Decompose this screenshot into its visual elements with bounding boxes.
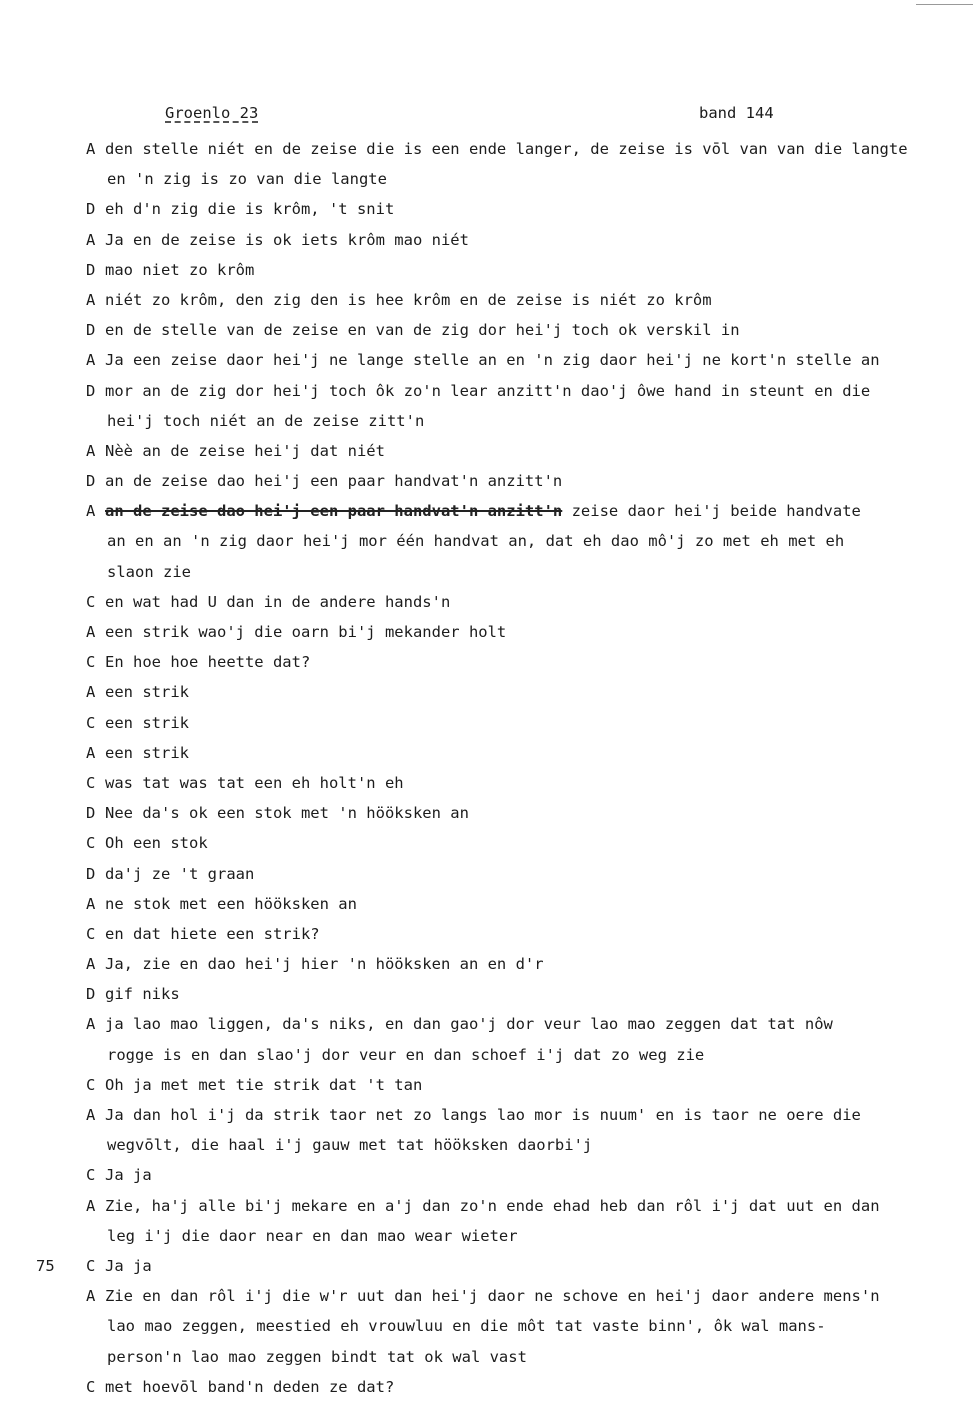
transcript-line xyxy=(0,1070,973,1100)
speaker-label: A xyxy=(86,290,96,309)
utterance-text: eh d'n zig die is krôm, 't snit xyxy=(105,200,395,219)
transcript-line xyxy=(0,979,973,1009)
transcript-line xyxy=(0,285,973,315)
transcript-line xyxy=(0,466,973,496)
transcript-line xyxy=(0,1191,973,1221)
transcript-line xyxy=(0,376,973,406)
utterance-text: hei'j toch niét an de zeise zitt'n xyxy=(107,411,425,430)
margin-line-number: 75 xyxy=(36,1256,55,1275)
location-label: Groenlo 23 xyxy=(165,104,259,122)
speaker-label: C xyxy=(86,924,96,943)
speaker-label: C xyxy=(86,1256,96,1275)
transcript-line xyxy=(0,949,973,979)
transcript-line xyxy=(0,738,973,768)
transcript-line xyxy=(0,194,973,224)
transcript-line xyxy=(0,859,973,889)
transcript-line xyxy=(0,1160,973,1190)
struck-text: an de zeise dao hei'j een paar handvat'n anzitt'n xyxy=(105,502,563,521)
speaker-label: D xyxy=(86,985,96,1004)
speaker-label: C xyxy=(86,713,96,732)
speaker-label: D xyxy=(86,472,96,491)
speaker-label: D xyxy=(86,260,96,279)
transcript-line xyxy=(0,557,973,587)
utterance-text: rogge is en dan slao'j dor veur en dan schoef i'j dat zo weg zie xyxy=(107,1045,705,1064)
transcript-line xyxy=(0,255,973,285)
speaker-label: A xyxy=(86,441,96,460)
speaker-label: D xyxy=(86,321,96,340)
transcript-line xyxy=(0,1100,973,1130)
transcript-line xyxy=(0,708,973,738)
transcript-line xyxy=(0,1040,973,1070)
speaker-label: A xyxy=(86,1015,96,1034)
speaker-label: C xyxy=(86,653,96,672)
utterance-text: lao mao zeggen, meestied eh vrouwluu en die môt tat vaste binn', ôk wal mans- xyxy=(107,1317,826,1336)
utterance-continuation: zeise daor hei'j beide handvate xyxy=(562,502,861,521)
utterance-text: Ja ja xyxy=(105,1166,152,1185)
utterance-text: Oh een stok xyxy=(105,834,208,853)
utterance-text: mor an de zig dor hei'j toch ôk zo'n lear anzitt'n dao'j ôwe hand in steunt en die xyxy=(105,381,871,400)
utterance-text: Ja een zeise daor hei'j ne lange stelle an en 'n zig daor hei'j ne kort'n stelle an xyxy=(105,351,880,370)
utterance-text: Zie en dan rôl i'j die w'r uut dan hei'j daor ne schove en hei'j daor andere mens'n xyxy=(105,1287,880,1306)
transcript-line xyxy=(0,617,973,647)
utterance-text: an en an 'n zig daor hei'j mor één handvat an, dat eh dao mô'j zo met eh met eh xyxy=(107,532,845,551)
utterance-text: ja lao mao liggen, da's niks, en dan gao'j dor veur lao mao zeggen dat tat nôw xyxy=(105,1015,833,1034)
transcript-line xyxy=(0,1342,973,1372)
utterance-text: den stelle niét en de zeise die is een ende langer, de zeise is vōl van van die langte xyxy=(105,140,908,158)
speaker-label: C xyxy=(86,1075,96,1094)
transcript-line xyxy=(0,1372,973,1402)
page-header xyxy=(0,104,973,126)
utterance-text: Ja dan hol i'j da strik taor net zo langs lao mor is nuum' en is taor ne oere die xyxy=(105,1106,861,1124)
speaker-label: D xyxy=(86,804,96,823)
transcript-line xyxy=(0,436,973,466)
speaker-label: A xyxy=(86,683,96,702)
utterance-text: een strik xyxy=(105,683,189,702)
speaker-label: A xyxy=(86,743,96,762)
transcript-line xyxy=(0,225,973,255)
utterance-text: en de stelle van de zeise en van de zig dor hei'j toch ok verskil in xyxy=(105,321,740,340)
speaker-label: C xyxy=(86,773,96,792)
transcript-line xyxy=(0,1009,973,1039)
transcript-line xyxy=(0,647,973,677)
utterance-text: gif niks xyxy=(105,985,180,1004)
utterance-text: da'j ze 't graan xyxy=(105,864,255,883)
speaker-label: A xyxy=(86,1106,96,1124)
corner-rule xyxy=(916,4,973,5)
utterance-text: Ja ja xyxy=(105,1256,152,1275)
transcript-line xyxy=(0,315,973,345)
transcript-line xyxy=(0,496,973,526)
utterance-text: en 'n zig is zo van die langte xyxy=(107,170,387,189)
speaker-label: C xyxy=(86,1377,96,1396)
utterance-text: mao niet zo krôm xyxy=(105,260,255,279)
transcript-line xyxy=(0,677,973,707)
transcript xyxy=(0,134,973,1402)
speaker-label: A xyxy=(86,230,96,249)
transcript-line xyxy=(0,406,973,436)
speaker-label: A xyxy=(86,623,96,641)
utterance-text: Ja, zie en dao hei'j hier 'n hööksken an en d'r xyxy=(105,955,544,974)
transcript-line xyxy=(0,587,973,617)
utterance-text: Oh ja met met tie strik dat 't tan xyxy=(105,1075,423,1094)
utterance-text: en dat hiete een strik? xyxy=(105,924,320,943)
utterance-text xyxy=(105,496,861,526)
utterance-text: En hoe hoe heette dat? xyxy=(105,653,311,672)
utterance-text: Nee da's ok een stok met 'n hööksken an xyxy=(105,804,469,823)
speaker-label: D xyxy=(86,864,96,883)
speaker-label: A xyxy=(86,1196,96,1215)
transcript-line xyxy=(0,134,973,164)
utterance-text: niét zo krôm, den zig den is hee krôm en de zeise is niét zo krôm xyxy=(105,290,712,309)
utterance-text: an de zeise dao hei'j een paar handvat'n anzitt'n xyxy=(105,472,563,491)
utterance-text: slaon zie xyxy=(107,562,191,581)
transcript-line xyxy=(0,345,973,375)
transcript-line xyxy=(0,919,973,949)
transcript-line xyxy=(0,798,973,828)
utterance-text: Nèè an de zeise hei'j dat niét xyxy=(105,441,385,460)
speaker-label: C xyxy=(86,1166,96,1185)
speaker-label: A xyxy=(86,351,96,370)
utterance-text: een strik wao'j die oarn bi'j mekander holt xyxy=(105,623,507,641)
speaker-label: A xyxy=(86,140,96,158)
transcript-line xyxy=(0,768,973,798)
utterance-text: person'n lao mao zeggen bindt tat ok wal vast xyxy=(107,1347,527,1366)
speaker-label: A xyxy=(86,502,96,521)
transcript-line xyxy=(0,1130,973,1160)
utterance-text: Ja en de zeise is ok iets krôm mao niét xyxy=(105,230,469,249)
transcript-line xyxy=(0,1281,973,1311)
transcript-line xyxy=(0,1311,973,1341)
transcript-line xyxy=(0,164,973,194)
band-label: band 144 xyxy=(699,104,774,122)
transcript-line xyxy=(0,1251,973,1281)
utterance-text: een strik xyxy=(105,743,189,762)
utterance-text: Zie, ha'j alle bi'j mekare en a'j dan zo'n ende ehad heb dan rôl i'j dat uut en dan xyxy=(105,1196,880,1215)
speaker-label: A xyxy=(86,894,96,913)
speaker-label: C xyxy=(86,834,96,853)
utterance-text: ne stok met een hööksken an xyxy=(105,894,357,913)
utterance-text: en wat had U dan in de andere hands'n xyxy=(105,592,451,611)
transcript-line xyxy=(0,526,973,556)
utterance-text: een strik xyxy=(105,713,189,732)
utterance-text: leg i'j die daor near en dan mao wear wieter xyxy=(107,1226,518,1245)
transcript-line xyxy=(0,1221,973,1251)
speaker-label: D xyxy=(86,381,96,400)
utterance-text: was tat was tat een eh holt'n eh xyxy=(105,773,404,792)
speaker-label: A xyxy=(86,1287,96,1306)
transcript-line xyxy=(0,828,973,858)
utterance-text: wegvōlt, die haal i'j gauw met tat hööksken daorbi'j xyxy=(107,1136,593,1155)
transcript-line xyxy=(0,889,973,919)
speaker-label: A xyxy=(86,955,96,974)
utterance-text: met hoevōl band'n deden ze dat? xyxy=(105,1377,395,1396)
speaker-label: C xyxy=(86,592,96,611)
speaker-label: D xyxy=(86,200,96,219)
